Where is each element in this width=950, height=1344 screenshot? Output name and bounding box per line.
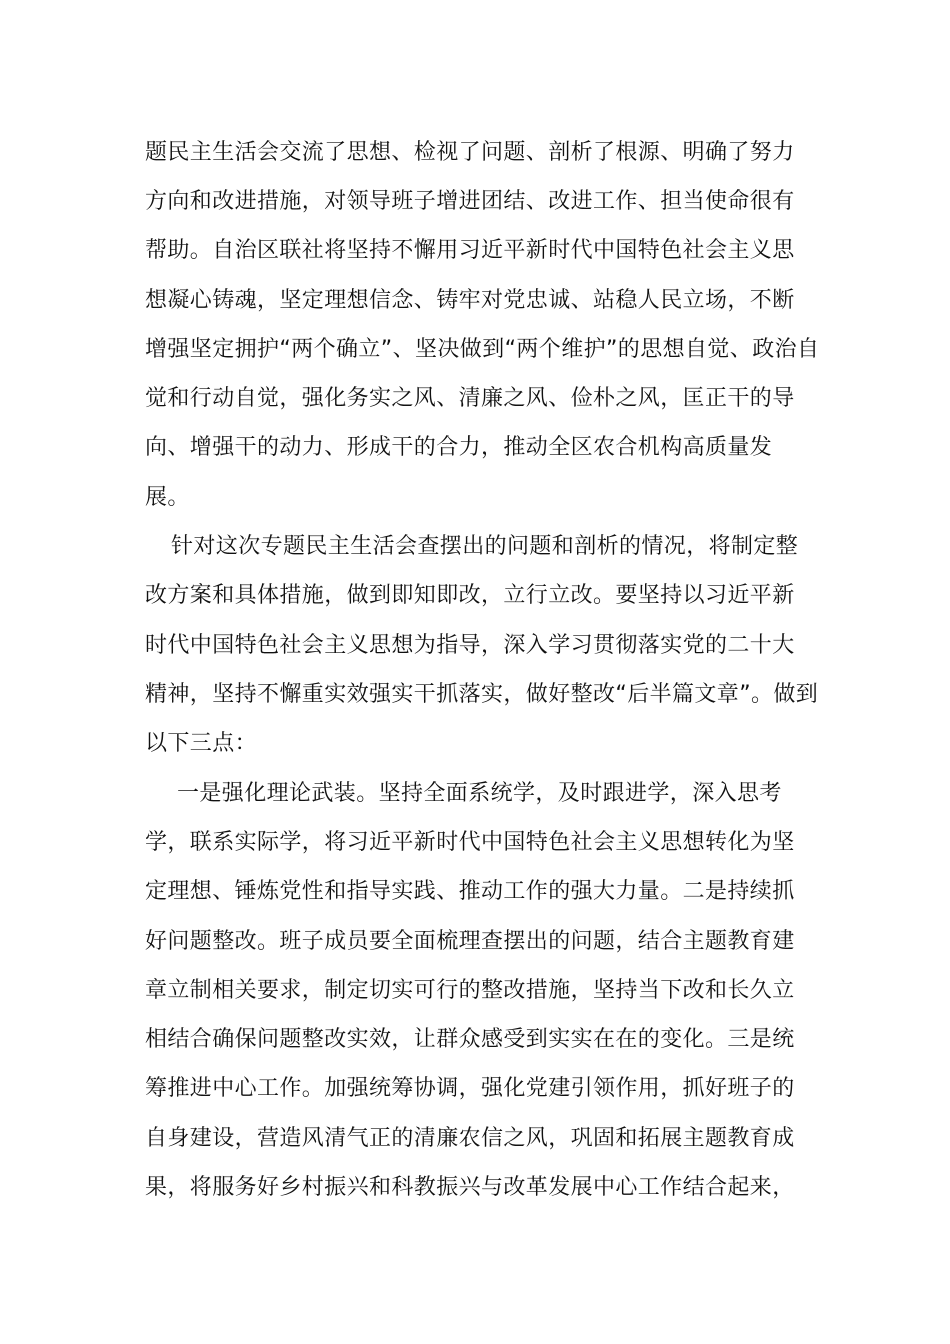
text-line: 时代中国特色社会主义思想为指导，深入学习贯彻落实党的二十大 (145, 633, 795, 658)
text-line: 改方案和具体措施，做到即知即改，立行立改。要坚持以习近平新 (145, 583, 795, 608)
text-line: 好问题整改。班子成员要全面梳理查摆出的问题，结合主题教育建 (145, 929, 795, 954)
paragraph-first-line: 针对这次专题民主生活会查摆出的问题和剖析的情况，将制定整 (171, 534, 799, 559)
text-line: 题民主生活会交流了思想、检视了问题、剖析了根源、明确了努力 (145, 140, 795, 165)
text-line: 想凝心铸魂，坚定理想信念、铸牢对党忠诚、站稳人民立场，不断 (145, 288, 795, 313)
text-line: 果，将服务好乡村振兴和科教振兴与改革发展中心工作结合起来， (145, 1175, 795, 1200)
text-line: 筹推进中心工作。加强统筹协调，强化党建引领作用，抓好班子的 (145, 1076, 795, 1101)
text-line: 学，联系实际学，将习近平新时代中国特色社会主义思想转化为坚 (145, 830, 795, 855)
text-line: 相结合确保问题整改实效，让群众感受到实实在在的变化。三是统 (145, 1027, 795, 1052)
text-line: 自身建设，营造风清气正的清廉农信之风，巩固和拓展主题教育成 (145, 1126, 795, 1151)
text-line: 精神，坚持不懈重实效强实干抓落实，做好整改“后半篇文章”。做到 (145, 682, 819, 707)
text-line: 以下三点： (145, 731, 258, 756)
text-line: 方向和改进措施，对领导班子增进团结、改进工作、担当使命很有 (145, 189, 795, 214)
text-line: 帮助。自治区联社将坚持不懈用习近平新时代中国特色社会主义思 (145, 238, 795, 263)
text-line: 展。 (145, 485, 190, 510)
text-line: 觉和行动自觉，强化务实之风、清廉之风、俭朴之风，匡正干的导 (145, 386, 795, 411)
paragraph-first-line: 一是强化理论武装。坚持全面系统学，及时跟进学，深入思考 (177, 781, 782, 806)
text-line: 向、增强干的动力、形成干的合力，推动全区农合机构高质量发 (145, 435, 773, 460)
text-line: 定理想、锤炼党性和指导实践、推动工作的强大力量。二是持续抓 (145, 879, 795, 904)
text-line: 章立制相关要求，制定切实可行的整改措施，坚持当下改和长久立 (145, 978, 795, 1003)
text-line: 增强坚定拥护“两个确立”、坚决做到“两个维护”的思想自觉、政治自 (145, 337, 820, 362)
